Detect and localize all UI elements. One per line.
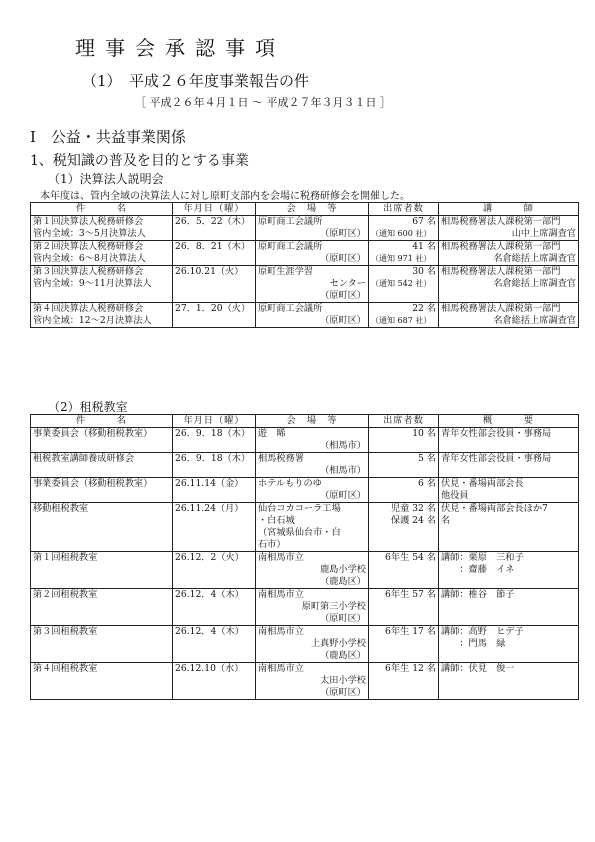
summary-line: 伏見・番場両部会長ほか7 bbox=[441, 503, 548, 514]
notice-count: （通知 600 社） bbox=[371, 229, 432, 238]
column-header: 出席者数 bbox=[369, 415, 439, 428]
venue-area: センター bbox=[329, 278, 366, 289]
venue-name: 相馬税務署 bbox=[258, 453, 304, 464]
part2-heading: （2）租税教室 bbox=[48, 400, 128, 414]
summary-cell bbox=[439, 626, 579, 663]
event-name: 第２回決算法人税務研修会 bbox=[33, 241, 144, 252]
venue-detail: （鹿島区） bbox=[320, 576, 366, 587]
event-name-cell bbox=[31, 216, 173, 241]
venue-cell bbox=[256, 241, 369, 266]
venue-cell bbox=[256, 303, 369, 328]
table-row bbox=[31, 478, 579, 503]
lecturer-cell bbox=[439, 266, 579, 303]
table-row bbox=[31, 663, 579, 700]
summary-cell bbox=[439, 663, 579, 700]
table-row bbox=[31, 216, 579, 241]
lecturer-title: 名倉総括上席調査官 bbox=[493, 315, 576, 326]
venue-name: 南相馬市立 bbox=[258, 663, 304, 674]
date-cell: 26.12.10（水） bbox=[173, 663, 256, 700]
venue-detail: 原町第三小学校 bbox=[301, 601, 366, 612]
attendance-count: 30 名 bbox=[412, 266, 436, 277]
lecturer-cell bbox=[439, 216, 579, 241]
table-row bbox=[31, 303, 579, 328]
event-name-cell: 第３回租税教室 bbox=[31, 626, 173, 663]
venue-detail: （原町区） bbox=[320, 687, 366, 698]
attendance-cell bbox=[369, 503, 439, 552]
table-row bbox=[31, 626, 579, 663]
attendance-count: 保護 24 名 bbox=[390, 515, 436, 526]
attendance-cell bbox=[369, 552, 439, 589]
event-name: 第４回決算法人税務研修会 bbox=[33, 303, 144, 314]
attendance-count: 67 名 bbox=[412, 216, 436, 227]
venue-cell bbox=[256, 503, 369, 552]
venue-cell bbox=[256, 552, 369, 589]
date-cell: 26.11.14（金） bbox=[173, 478, 256, 503]
event-name: 第３回決算法人税務研修会 bbox=[33, 266, 144, 277]
lecturer-title: 名倉総括上席調査官 bbox=[493, 278, 576, 289]
venue-name: 南相馬市立 bbox=[258, 626, 304, 637]
venue-detail: （宮城県仙台市・白 bbox=[258, 527, 341, 538]
venue-name: 原町商工会議所 bbox=[258, 241, 323, 252]
event-name-cell: 事業委員会（移動租税教室） bbox=[31, 478, 173, 503]
venue-name: 原町生涯学習 bbox=[258, 266, 314, 277]
column-header: 年月日（曜） bbox=[173, 415, 256, 428]
venue-detail: （鹿島区） bbox=[320, 650, 366, 661]
lecturer-cell bbox=[439, 303, 579, 328]
attendance-cell bbox=[369, 453, 439, 478]
date-cell: 26.12．4（木） bbox=[173, 626, 256, 663]
column-header: 出席者数 bbox=[369, 203, 439, 216]
lecturer-office: 相馬税務署法人課税第一部門 bbox=[441, 216, 561, 227]
attendance-cell bbox=[369, 478, 439, 503]
part1-heading: （1）決算法人説明会 bbox=[48, 172, 164, 186]
attendance-cell bbox=[369, 626, 439, 663]
attendance-cell bbox=[369, 241, 439, 266]
event-scope: 管内全域：6～8月決算法人 bbox=[33, 253, 146, 264]
attendance-count: 6 名 bbox=[418, 478, 436, 489]
report-subtitle: （1） 平成２６年度事業報告の件 bbox=[82, 72, 310, 90]
event-name-cell: 第２回租税教室 bbox=[31, 589, 173, 626]
venue-name: 南相馬市立 bbox=[258, 589, 304, 600]
table-row bbox=[31, 428, 579, 453]
summary-cell bbox=[439, 552, 579, 589]
lecturer-office: 相馬税務署法人課税第一部門 bbox=[441, 241, 561, 252]
summary-line: ：齋藤 イネ bbox=[441, 564, 515, 575]
venue-cell bbox=[256, 453, 369, 478]
event-name-cell bbox=[31, 241, 173, 266]
lecturer-office: 相馬税務署法人課税第一部門 bbox=[441, 266, 561, 277]
date-cell: 26．9．18（木） bbox=[173, 453, 256, 478]
summary-cell bbox=[439, 478, 579, 503]
venue-name: 原町商工会議所 bbox=[258, 216, 323, 227]
summary-line: 講師：伏見 俊一 bbox=[441, 663, 515, 674]
venue-detail: （相馬市） bbox=[320, 465, 366, 476]
date-cell: 26.11.24（月） bbox=[173, 503, 256, 552]
table-row bbox=[31, 266, 579, 303]
lecturer-title: 山中上席調査官 bbox=[511, 228, 576, 239]
table-row bbox=[31, 589, 579, 626]
table-header-row bbox=[31, 415, 579, 428]
summary-line: 講師：高野 ヒデ子 bbox=[441, 626, 524, 637]
venue-detail: （原町区） bbox=[320, 613, 366, 624]
event-name-cell bbox=[31, 303, 173, 328]
column-header: 概 要 bbox=[439, 415, 579, 428]
column-header: 会 場 等 bbox=[256, 415, 369, 428]
venue-cell bbox=[256, 589, 369, 626]
summary-line: 青年女性部会役員・事務局 bbox=[441, 428, 552, 439]
venue-area: （原町区） bbox=[320, 253, 366, 264]
venue-cell bbox=[256, 216, 369, 241]
event-name: 第１回決算法人税務研修会 bbox=[33, 216, 144, 227]
seminar-table bbox=[30, 202, 579, 328]
attendance-count: 10 名 bbox=[412, 428, 436, 439]
venue-name: 仙台コカコーラ工場 bbox=[258, 503, 341, 514]
venue-detail: 太田小学校 bbox=[320, 675, 366, 686]
venue-cell bbox=[256, 478, 369, 503]
venue-name: 原町商工会議所 bbox=[258, 303, 323, 314]
lecturer-cell bbox=[439, 241, 579, 266]
venue-cell bbox=[256, 266, 369, 303]
column-header: 件 名 bbox=[31, 203, 173, 216]
venue-name: 遊 晞 bbox=[258, 428, 286, 439]
venue-area: （原町区） bbox=[320, 228, 366, 239]
attendance-count: 児童 32 名 bbox=[390, 503, 436, 514]
attendance-cell bbox=[369, 216, 439, 241]
event-scope: 管内全域：3～5月決算法人 bbox=[33, 228, 146, 239]
date-cell: 26．5．22（木） bbox=[173, 216, 256, 241]
attendance-cell bbox=[369, 303, 439, 328]
attendance-count: 6年生 54 名 bbox=[385, 552, 436, 563]
attendance-cell bbox=[369, 589, 439, 626]
notice-count: （通知 542 社） bbox=[371, 279, 432, 288]
column-header: 講 師 bbox=[439, 203, 579, 216]
table-header-row bbox=[31, 203, 579, 216]
event-name-cell: 第４回租税教室 bbox=[31, 663, 173, 700]
venue-detail: （相馬市） bbox=[320, 440, 366, 451]
attendance-count: 41 名 bbox=[412, 241, 436, 252]
date-cell: 26．9．18（木） bbox=[173, 428, 256, 453]
summary-cell bbox=[439, 453, 579, 478]
column-header: 会 場 等 bbox=[256, 203, 369, 216]
date-cell: 26.10.21（火） bbox=[173, 266, 256, 303]
table-row bbox=[31, 552, 579, 589]
event-name-cell bbox=[31, 266, 173, 303]
notice-count: （通知 971 社） bbox=[371, 254, 432, 263]
summary-line: 講師：栗原 三和子 bbox=[441, 552, 524, 563]
event-name-cell: 第１回租税教室 bbox=[31, 552, 173, 589]
attendance-count: 6年生 17 名 bbox=[385, 626, 436, 637]
column-header: 年月日（曜） bbox=[173, 203, 256, 216]
lecturer-title: 名倉総括上席調査官 bbox=[493, 253, 576, 264]
date-cell: 26．8．21（木） bbox=[173, 241, 256, 266]
event-name-cell: 移動租税教室 bbox=[31, 503, 173, 552]
notice-count: （通知 687 社） bbox=[371, 316, 432, 325]
tax-class-table bbox=[30, 414, 579, 700]
venue-detail: ・白石城 bbox=[258, 515, 295, 526]
table-row bbox=[31, 503, 579, 552]
venue-cell bbox=[256, 428, 369, 453]
section-heading: Ⅰ 公益・共益事業関係 bbox=[30, 128, 186, 146]
date-cell: 27．1．20（火） bbox=[173, 303, 256, 328]
attendance-count: 22 名 bbox=[412, 303, 436, 314]
event-name-cell: 事業委員会（移動租税教室） bbox=[31, 428, 173, 453]
summary-cell bbox=[439, 428, 579, 453]
venue-name: 南相馬市立 bbox=[258, 552, 304, 563]
table-row bbox=[31, 241, 579, 266]
venue-detail: 鹿島小学校 bbox=[320, 564, 366, 575]
fiscal-period: ［ 平成２６年４月１日 ～ 平成２７年３月３１日 ］ bbox=[135, 96, 391, 109]
lecturer-office: 相馬税務署法人課税第一部門 bbox=[441, 303, 561, 314]
venue-cell bbox=[256, 626, 369, 663]
attendance-cell bbox=[369, 428, 439, 453]
venue-detail: （原町区） bbox=[320, 490, 366, 501]
date-cell: 26.12．2（火） bbox=[173, 552, 256, 589]
summary-line: 他役員 bbox=[441, 490, 469, 501]
event-name-cell: 租税教室講師養成研修会 bbox=[31, 453, 173, 478]
summary-line: 青年女性部会役員・事務局 bbox=[441, 453, 552, 464]
venue-detail: 石市） bbox=[258, 539, 286, 550]
attendance-cell bbox=[369, 266, 439, 303]
summary-cell bbox=[439, 589, 579, 626]
event-scope: 管内全域：12～2月決算法人 bbox=[33, 315, 152, 326]
page-title: 理事会承認事項 bbox=[75, 36, 285, 60]
summary-line: 伏見・番場両部会長 bbox=[441, 478, 524, 489]
summary-line: ：門馬 緑 bbox=[441, 638, 506, 649]
attendance-count: 6年生 57 名 bbox=[385, 589, 436, 600]
subsection-heading: 1、税知識の普及を目的とする事業 bbox=[30, 153, 249, 169]
column-header: 件 名 bbox=[31, 415, 173, 428]
venue-cell bbox=[256, 663, 369, 700]
summary-line: 名 bbox=[441, 515, 451, 526]
attendance-count: 5 名 bbox=[418, 453, 436, 464]
venue-area: （原町区） bbox=[320, 315, 366, 326]
date-cell: 26.12．4（木） bbox=[173, 589, 256, 626]
venue-area: （原町区） bbox=[320, 290, 366, 301]
part1-intro: 本年度は、管内全域の決算法人に対し原町支部内を会場に税務研修会を開催した。 bbox=[40, 191, 410, 202]
attendance-cell bbox=[369, 663, 439, 700]
venue-name: ホテルもりのゆ bbox=[258, 478, 322, 489]
venue-detail: 上真野小学校 bbox=[310, 638, 366, 649]
attendance-count: 6年生 12 名 bbox=[385, 663, 436, 674]
summary-cell bbox=[439, 503, 579, 552]
event-scope: 管内全域：9～11月決算法人 bbox=[33, 278, 152, 289]
table-row bbox=[31, 453, 579, 478]
summary-line: 講師：椎谷 節子 bbox=[441, 589, 515, 600]
